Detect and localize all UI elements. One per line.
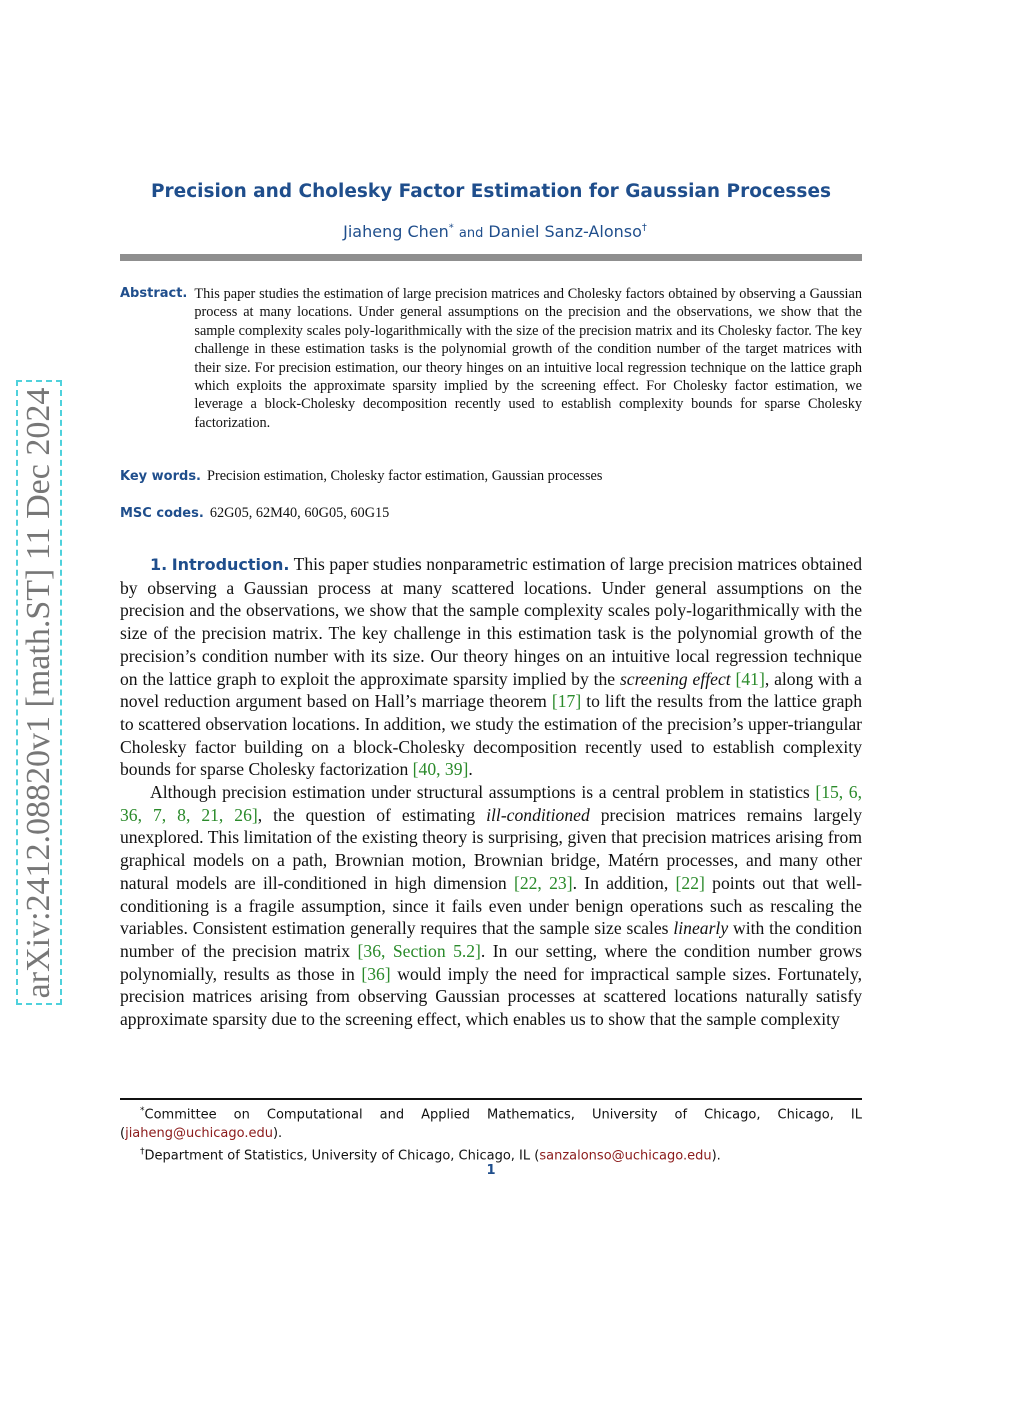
citation-link[interactable]: [40, 39] <box>412 759 469 780</box>
author-conjunction: and <box>458 226 484 241</box>
citation-link[interactable]: [36, Section 5.2] <box>357 940 481 961</box>
text-run: precision matrices remains largely unexplored. This limitation of the existing theory is surprising, given that precision matrices arising from graphical models on a path, Brownian motion, Brownian bridge, Matérn processes, and many other natural models are ill-conditioned in high dimension <box>120 804 862 893</box>
text-run: . <box>468 759 473 780</box>
abstract-text: This paper studies the estimation of large precision matrices and Cholesky factors obtained by observing a Gaussian process at many locations. Under general assumptions on the precision and the observations, we show that the sample complexity scales poly-logarithmically with the size of the precision matrix and its Cholesky factor. The key challenge in these estimation tasks is the polynomial growth of the condition number of the target matrices with their size. For precision estimation, our theory hinges on an intuitive local regression technique on the lattice graph which exploits the approximate sparsity implied by the screening effect. For Cholesky factor estimation, we leverage a block-Cholesky decomposition recently used to establish complexity bounds for sparse Cholesky factorization. <box>194 286 862 431</box>
text-run: . In our setting, where the condition number grows polynomially, results as those in <box>120 940 862 984</box>
section-title: Introduction. <box>171 555 290 574</box>
footnote-text: Department of Statistics, University of Chicago, Chicago, IL ( <box>144 1148 540 1164</box>
author-name: Daniel Sanz-Alonso <box>488 222 642 241</box>
email-link[interactable]: sanzalonso@uchicago.edu <box>539 1148 712 1164</box>
abstract-label: Abstract. <box>120 286 188 301</box>
footnote-text: ). <box>272 1125 283 1141</box>
msc-label: MSC codes. <box>120 506 204 521</box>
author-name: Jiaheng Chen <box>343 222 449 241</box>
citation-link[interactable]: [22] <box>675 872 705 893</box>
introduction-section <box>120 553 862 1031</box>
footnote <box>120 1102 862 1143</box>
footnote-mark: * <box>448 222 454 234</box>
text-run: , the question of estimating <box>257 804 487 825</box>
title-rule <box>120 254 862 261</box>
paper-title: Precision and Cholesky Factor Estimation for Gaussian Processes <box>150 181 832 202</box>
emphasis: screening effect <box>619 668 731 689</box>
arxiv-identifier-stamp <box>16 380 62 1005</box>
footnotes <box>120 1102 862 1166</box>
text-run: Although precision estimation under structural assumptions is a central problem in statistics <box>150 782 816 803</box>
footnote-mark: † <box>140 1147 145 1158</box>
abstract <box>120 285 862 432</box>
emphasis: ill-conditioned <box>486 804 590 825</box>
text-run: . In addition, <box>572 872 676 893</box>
page-number: 1 <box>486 1163 496 1178</box>
msc-codes <box>120 505 862 522</box>
author-line <box>0 222 990 241</box>
citation-link[interactable]: [22, 23] <box>513 872 573 893</box>
footnote-text: ). <box>711 1148 721 1164</box>
citation-link[interactable]: [17] <box>551 691 582 712</box>
footnote-text: Committee on Computational and Applied Mathematics, University of Chicago, Chicago, IL ( <box>120 1107 862 1141</box>
text-run: with the condition number of the precision matrix <box>120 918 862 961</box>
keywords <box>120 468 862 485</box>
footnote-rule <box>120 1098 862 1100</box>
text-run: points out that well-conditioning is a fragile assumption, since it fails even under benign operations such as rescaling the variables. Consistent estimation generally requires that the sample size scales <box>120 872 863 939</box>
email-link[interactable]: jiaheng@uchicago.edu <box>125 1125 273 1141</box>
citation-link[interactable]: [36] <box>361 963 391 984</box>
emphasis: linearly <box>673 918 729 939</box>
text-run: would imply the need for impractical sample sizes. Fortunately, precision matrices arising from observing Gaussian processes at scattered locations naturally satisfy approximate sparsity due to the screening effect, which enables us to show that the sample complexity <box>120 963 862 1030</box>
keywords-text: Precision estimation, Cholesky factor estimation, Gaussian processes <box>207 468 603 484</box>
paragraph <box>120 781 862 1031</box>
footnote-mark: * <box>140 1106 145 1116</box>
text-run: , along with a novel reduction argument based on Hall’s marriage theorem <box>120 668 862 712</box>
msc-text: 62G05, 62M40, 60G05, 60G15 <box>209 505 390 521</box>
citation-link[interactable]: [41] <box>735 668 765 689</box>
arxiv-identifier: arXiv:2412.08820v1 [math.ST] 11 Dec 2024 <box>20 387 57 998</box>
text-run: to lift the results from the lattice graph to scattered observation locations. In addition, we study the estimation of the precision’s upper-triangular Cholesky factor building on a block-Cholesky decomposition recently used to establish complexity bounds for sparse Cholesky factorization <box>120 691 862 780</box>
keywords-label: Key words. <box>120 469 201 484</box>
paragraph <box>120 553 862 781</box>
section-number: 1. <box>150 555 168 574</box>
citation-link[interactable]: [15, 6, 36, 7, 8, 21, 26] <box>120 782 862 825</box>
footnote-mark: † <box>641 222 647 234</box>
text-run: This paper studies nonparametric estimation of large precision matrices obtained by observing a Gaussian process at many scattered locations. Under general assumptions on the precision and the observations, we show that the sample complexity scales poly-logarithmically with the size of the precision matrix. The key challenge in this estimation task is the polynomial growth of the precision’s condition number with its size. Our theory hinges on an intuitive local regression technique on the lattice graph to exploit the approximate sparsity implied by the <box>120 554 862 689</box>
